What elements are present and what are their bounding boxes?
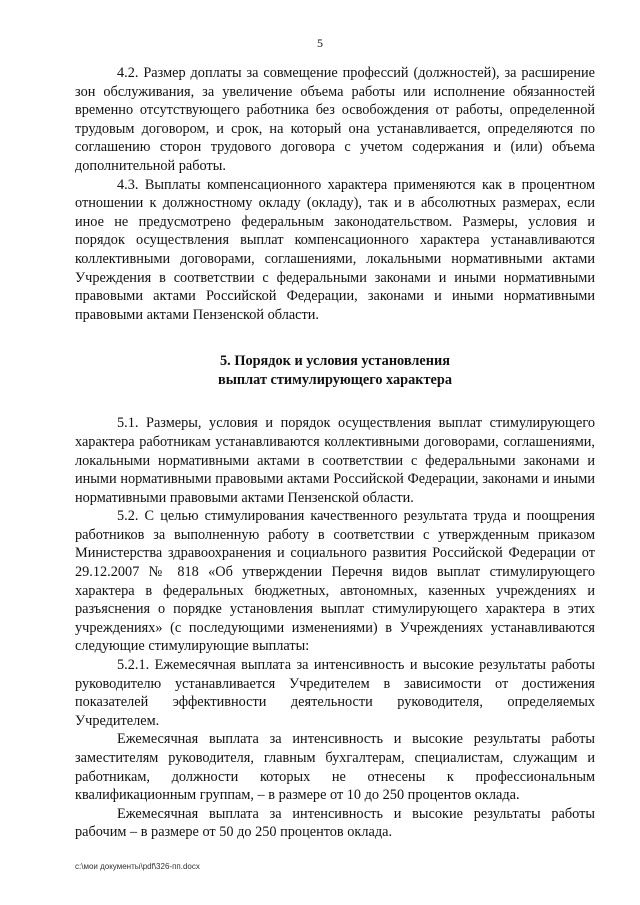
section-title-line-2: выплат стимулирующего характера — [218, 372, 452, 389]
paragraph-workers-payment: Ежемесячная выплата за интенсивность и высокие результаты работы рабочим – в размере от 50 до 250 процентов оклада. — [75, 805, 595, 841]
page-number: 5 — [317, 36, 323, 50]
file-path-footer: c:\мои документы\pdf\326-пп.docx — [75, 862, 200, 871]
section-title-line-1: 5. Порядок и условия установления — [220, 353, 450, 370]
paragraph-4-2: 4.2. Размер доплаты за совмещение профессий (должностей), за расширение зон обслуживания, за увеличение объема работы или исполнение обязанностей временно отсутствующего работника без освобождения от работы, определенной трудовым договором, и срок, на который она устанавливается, определяются по соглашению сторон трудового договора с учетом содержания и (или) объема дополнительной работы. — [75, 65, 595, 174]
paragraph-5-1: 5.1. Размеры, условия и порядок осуществления выплат стимулирующего характера работникам устанавливаются коллективными договорами, соглашениями, локальными нормативными актами в соответствии с федеральными законами и иными нормативными правовыми актами Российской Федерации, законами и иными нормативными правовыми актами Пензенской области. — [75, 415, 595, 506]
document-body — [75, 64, 595, 842]
paragraph-5-2-1: 5.2.1. Ежемесячная выплата за интенсивность и высокие результаты работы руководителю устанавливается Учредителем в зависимости от достижения показателей эффективности деятельности руководителя, определяемых Учредителем. — [75, 657, 595, 729]
paragraph-4-3: 4.3. Выплаты компенсационного характера применяются как в процентном отношении к должностному окладу (окладу), так и в абсолютных размерах, если иное не предусмотрено федеральным законодательством. Размеры, условия и порядок осуществления выплат компенсационного характера устанавливаются коллективными договорами, соглашениями, локальными нормативными актами Учреждения в соответствии с федеральными законами и иными нормативными правовыми актами Российской Федерации, законами и иными нормативными правовыми актами Пензенской области. — [75, 176, 595, 323]
paragraph-deputies-payment: Ежемесячная выплата за интенсивность и высокие результаты работы заместителям руководителя, главным бухгалтерам, специалистам, служащим и работникам, должности которых не отнесены к профессиональным квалификационным группам, – в размере от 10 до 250 процентов оклада. — [75, 731, 595, 804]
section-title — [75, 352, 595, 390]
paragraph-5-2: 5.2. С целью стимулирования качественного результата труда и поощрения работников за выполненную работу в соответствии с утвержденным приказом Министерства здравоохранения и социального развития Российской Федерации от 29.12.2007 № 818 «Об утверждении Перечня видов выплат стимулирующего характера в федеральных бюджетных, автономных, казенных учреждениях и разъяснения о порядке установления выплат стимулирующего характера в этих учреждениях» (с последующими изменениями) в Учреждениях устанавливаются следующие стимулирующие выплаты: — [75, 508, 595, 655]
